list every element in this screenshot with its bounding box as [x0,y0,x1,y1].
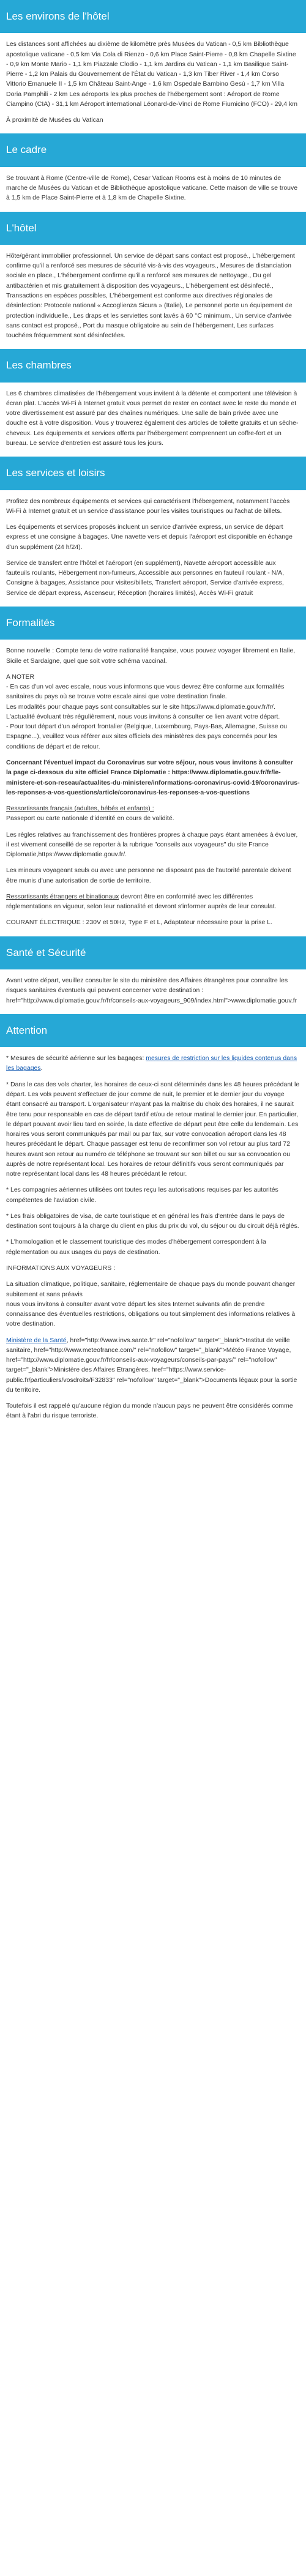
formalites-french-nationals-block [6,804,300,824]
section-formalites [0,607,306,928]
section-title-hotel: L'hôtel [0,212,306,245]
section-title-attention: Attention [0,1014,306,1047]
environs-nearby-text: À proximité de Musées du Vatican [6,116,103,124]
section-attention [0,1014,306,1421]
section-cadre [0,133,306,203]
formalites-note-block [6,672,300,752]
formalites-coronavirus-text: Concernant l'éventuel impact du Coronavirus sur votre séjour, nous vous invitons à consulter la page ci-dessous du site officiel France Diplomatie : https://www.diplomatie.gouv.fr/fr/le-ministere-et-son-reseau/actualites-du-ministere/informations-coronavirus-covid-19/coronavirus-les-reponses-a-vos-questions/article/coronavirus-les-reponses-a-vos-questions [6,759,300,796]
attention-charter-text: * Dans le cas des vols charter, les horaires de ceux-ci sont déterminés dans les 48 heures précédant le départ. Les vols peuvent s'effectuer de jour comme de nuit, le premier et le dernier jour du voyage étant consacré au transport. L'organisateur n'ayant pas la maîtrise du choix des horaires, il ne saurait être tenu pour responsable en cas de départ tardif et/ou de retour matinal le dernier jour. En particulier, le départ pouvant avoir lieu tard en soirée, la date effective de départ peut être celle du lendemain. Les horaires vous seront communiqués par mail ou par fax, sur votre convocation aéroport dans les 48 heures précédant le départ. Chaque passager est tenu de reconfirmer son vol retour au plus tard 72 heures avant son retour au numéro de téléphone se trouvant sur son billet ou sur sa convocation ou auprès de notre représentant local. Les horaires de retour définitifs vous seront communiqués par notre représentant local dans les 48 heures précédant le retour. [6,1080,300,1178]
formalites-french-nationals-heading: Ressortissants français (adultes, bébés et enfants) : [6,805,154,813]
section-sante [0,936,306,1006]
attention-classification-text: * L'homologation et le classement touristique des modes d'hébergement correspondent à la réglementation ou aux usages du pays de destination. [6,1238,266,1256]
hotel-text: Hôte/gérant immobilier professionnel. Un service de départ sans contact est proposé., L'hébergement confirme qu'il a renforcé ses mesures de sécurité vis-à-vis des voyageurs., Mesures de distanciation sociale en place., L'hébergement confirme qu'il a renforcé ses mesures de nettoyage., Du gel antibactérien et mis gratuitement à disposition des voyageurs., L'hébergement est désinfecté., Transactions en espèces possibles, L'hébergement est conforme aux directives régionales de désinfection: Protocole national « Accoglienza Sicura » (Italie), Le personnel porte un équipement de protection individuelle., Les draps et les serviettes sont lavés à 60 °C minimum., Un service d'arrivée sans contact est proposé., Port du masque obligatoire au sein de l'hébergement, Les surfaces touchées fréquemment sont désinfectées. [6,252,295,340]
section-hotel [0,212,306,341]
section-title-cadre: Le cadre [0,133,306,166]
formalites-good-news-text: Bonne nouvelle : Compte tenu de votre nationalité française, vous pouvez voyager librement en Italie, Sicile et Sardaigne, quel que soit votre schéma vaccinal. [6,647,296,665]
environs-distances-text: Les distances sont affichées au dixième de kilomètre près Musées du Vatican - 0,5 km Bibliothèque apostolique vaticane - 0,5 km Via Cola di Rienzo - 0,6 km Place Saint-Pierre - 0,8 km Chapelle Sixtine - 0,9 km Monte Mario - 1,1 km Piazzale Clodio - 1,1 km Jardins du Vatican - 1,1 km Basilique Saint-Pierre - 1,2 km Palais du Gouvernement de l'État du Vatican - 1,3 km Tiber River - 1,4 km Corso Vittorio Emanuele II - 1,5 km Château Saint-Ange - 1,6 km Ospedale Bambino Gesù - 1,7 km Villa Doria Pamphili - 2 km Les aéroports les plus proches de l'hébergement sont : Aéroport de Rome Ciampino (CIA) - 31,1 km Aéroport international Léonard-de-Vinci de Rome Fiumicino (FCO) - 29,4 km [6,40,297,108]
section-content-attention [0,1053,306,1421]
liquids-restriction-link[interactable]: mesures de restriction sur les liquides contenus dans les bagages [6,1055,297,1072]
section-content-services [0,496,306,598]
formalites-note-border-airport: - Pour tout départ d'un aéroport frontalier (Belgique, Luxembourg, Pays-Bas, Allemagne, Suisse ou Espagne...), veuillez vous référer aux sites officiels des ministères des pays concernés pour les conditions de départ et de retour. [6,723,288,750]
formalites-electric-text: COURANT ÉLECTRIQUE : 230V et 50Hz, Type F et L, Adaptateur nécessaire pour la prise L. [6,919,272,927]
section-content-cadre [0,173,306,203]
attention-terrorism-text: Toutefois il est rappelé qu'aucune région du monde n'aucun pays ne peuvent être considérés comme étant à l'abri du risque terroriste. [6,1402,293,1420]
formalites-foreign-nationals-heading: Ressortissants étrangers et binationaux [6,892,119,900]
section-content-chambres [0,389,306,449]
section-content-hotel [0,251,306,340]
section-title-chambres: Les chambres [0,349,306,382]
attention-links-text: , href="http://www.invs.sante.fr" rel="nofollow" target="_blank">Institut de veille sanitaire, href="http://www.meteofrance.com/" rel="nofollow" target="_blank">Météo France Voyage, href="http://www.diplomatie.gouv.fr/fr/conseils-aux-voyageurs/conseils-par-pays/" rel="nofollow" target="_blank">Ministère des Affaires Etrangères, href="https://www.service-public.fr/particuliers/vosdroits/F32833" rel="nofollow" target="_blank">Documents légaux pour la sortie du territoire. [6,1336,297,1394]
attention-travel-info-heading: INFORMATIONS AUX VOYAGEURS : [6,1264,116,1272]
formalites-note-stopover: - En cas d'un vol avec escale, nous vous informons que vous devrez être conforme aux formalités sanitaires du pays où se trouve votre escale ainsi que votre destination finale. [6,683,285,701]
attention-situation-text: La situation climatique, politique, sanitaire, réglementaire de chaque pays du monde pouvant changer subitement et sans préavis nous vous invitons à consulter avant votre départ les sites Internet suivants afin de prendre connaissance des éventuelles restrictions, obligations ou tout simplement des informations relatives à votre destination. [6,1280,296,1328]
section-title-sante: Santé et Sécurité [0,936,306,969]
section-title-environs: Les environs de l'hôtel [0,0,306,33]
section-content-environs [0,39,306,125]
section-content-formalites [0,646,306,927]
services-intro-text: Profitez des nombreux équipements et services qui caractérisent l'hébergement, notamment l'accès Wi-Fi à Internet gratuit et un service d'assistance pour les visites touristiques ou l'achat de billets. [6,497,290,515]
ministry-health-link[interactable]: Ministère de la Santé [6,1336,67,1344]
section-title-formalites: Formalités [0,607,306,640]
section-content-sante [0,976,306,1006]
formalites-minors-text: Les mineurs voyageant seuls ou avec une personne ne disposant pas de l'autorité parentale doivent être munis d'une autorisation de sortie de territoire. [6,867,291,884]
formalites-note-modalites: Les modalités pour chaque pays sont consultables sur le site https://www.diplomatie.gouv.fr/fr/. L'actualité évoluant très régulièrement, nous vous invitons à consulter ce lien avant votre départ. [6,703,280,720]
section-services [0,457,306,598]
attention-baggage-prefix: * Mesures de sécurité aérienne sur les bagages: [6,1055,146,1062]
formalites-foreign-nationals-block [6,892,300,912]
formalites-french-nationals-body: Passeport ou carte nationale d'identité en cours de validité. [6,815,174,823]
sante-text: Avant votre départ, veuillez consulter le site du ministère des Affaires étrangères pour connaître les risques sanitaires éventuels qui peuvent concerner votre destination : href="http://www.diplomatie.gouv.fr/fr/conseils-aux-voyageurs_909/index.html">www.diplomatie.gouv.fr [6,977,297,1004]
chambres-text: Les 6 chambres climatisées de l'hébergement vous invitent à la détente et comportent une télévision à écran plat. L'accès Wi-Fi à Internet gratuit vous permet de rester en contact avec le reste du monde et votre divertissement est assuré par des chaînes numériques. Une salle de bain privée avec une douche est à votre disposition. Vous y trouverez également des articles de toilette gratuits et un sèche-cheveux. Les équipements et services offerts par l'hébergement comprennent un coffre-fort et un bureau. Le service d'entretien est assuré tous les jours. [6,389,299,447]
services-list-text: Service de transfert entre l'hôtel et l'aéroport (en supplément), Navette aéroport accessible aux fauteuils roulants, Hébergement non-fumeurs, Accessible aux personnes en fauteuil roulant - N/A, Consigne à bagages, Assistance pour visites/billets, Transfert aéroport, Service d'arrivée express, Service de départ express, Ascenseur, Réception (horaires limités), Accès Wi-Fi gratuit [6,559,285,597]
services-equipment-text: Les équipements et services proposés incluent un service d'arrivée express, un service de départ express et une consigne à bagages. Une navette vers et depuis l'aéroport est disponible en échange d'un supplément (24 h/24). [6,523,293,551]
attention-visa-fees-text: * Les frais obligatoires de visa, de carte touristique et en général les frais d'entrée dans le pays de destination sont toujours à la charge du client en plus du prix du vol, du séjour ou du circuit déjà réglés. [6,1212,299,1230]
formalites-foreign-nationals-body: devront être en conformité avec les différentes réglementations en vigueur, selon leur nationalité et devront s'informer auprès de leur consulat. [6,892,277,911]
attention-links-block [6,1335,300,1395]
formalites-note-heading: A NOTER [6,673,35,681]
cadre-text: Se trouvant à Rome (Centre-ville de Rome), Cesar Vatican Rooms est à moins de 10 minutes de marche de Musées du Vatican et de Bibliothèque apostolique vaticane. Cette maison de ville se trouve à 1,5 km de Place Saint-Pierre et à 1,8 km de Chapelle Sixtine. [6,174,298,202]
section-title-services: Les services et loisirs [0,457,306,490]
attention-baggage-suffix: . [40,1064,43,1072]
attention-airlines-text: * Les compagnies aériennes utilisées ont toutes reçu les autorisations requises par les autorités compétentes de l'aviation civile. [6,1186,278,1204]
section-environs [0,0,306,125]
attention-baggage-block [6,1053,300,1073]
section-chambres [0,349,306,448]
formalites-border-rules-text: Les règles relatives au franchissement des frontières propres à chaque pays étant amenées à évoluer, il est vivement conseillé de se reporter à la rubrique "conseils aux voyageurs" du site France Diplomatie,https://www.diplomatie.gouv.fr/. [6,831,298,859]
